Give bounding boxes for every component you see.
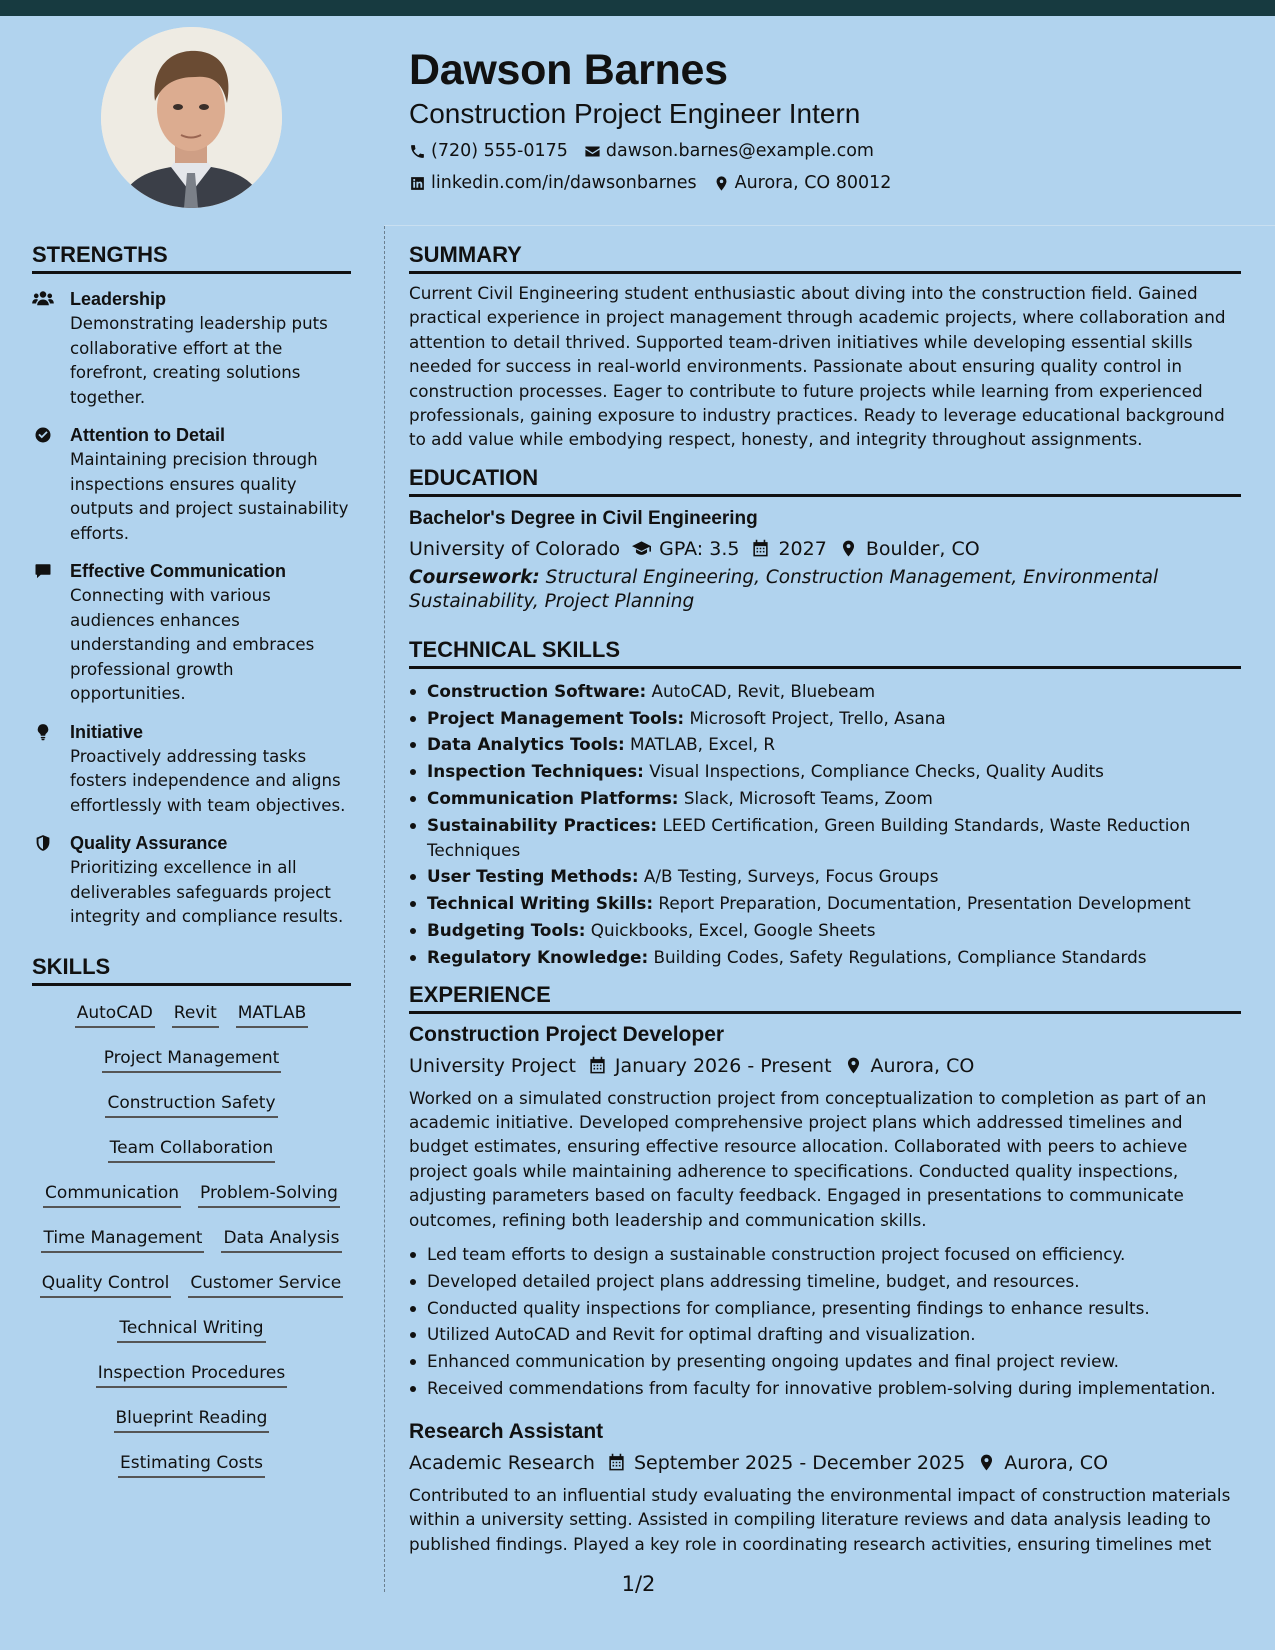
skill-chip: Communication [43,1181,181,1208]
job-title: Construction Project Engineer Intern [409,98,861,129]
skill-value: AutoCAD, Revit, Bluebeam [646,680,876,701]
calendar-icon [588,1056,607,1075]
map-pin-icon [713,175,730,192]
map-pin-icon [977,1453,996,1472]
strength-item [32,424,351,546]
skill-value: Report Preparation, Documentation, Presentation Development [653,893,1191,914]
phone-item [409,140,568,162]
portrait-image [101,27,282,208]
skill-row [32,1312,351,1357]
skill-chip: Data Analysis [221,1226,341,1253]
skill-row [32,1132,351,1177]
page-number: 1/2 [621,1572,656,1596]
linkedin-link[interactable]: linkedin.com/in/dawsonbarnes [431,173,697,193]
list-item: Enhanced communication by presenting ongoing updates and final project review. [409,1349,1241,1374]
coursework [409,566,1241,615]
strength-title: Leadership [70,289,167,309]
skill-chip: Construction Safety [105,1091,277,1118]
skill-value: LEED Certification, Green Building Standards, Waste Reduction Techniques [427,814,1191,860]
job-bullets [409,1242,1241,1401]
job-org: University Project [409,1054,576,1077]
school-location: Boulder, CO [865,537,980,560]
location-text: Aurora, CO 80012 [734,173,892,193]
skill-chip: Revit [172,1001,219,1028]
map-pin-icon [839,539,858,558]
skill-row [32,1267,351,1312]
list-item [409,945,1241,970]
list-item [409,679,1241,704]
skill-label: Technical Writing Skills: [427,893,654,914]
graduation-year: 2027 [778,537,827,560]
technical-skills-list [409,679,1241,970]
skill-row [32,1177,351,1222]
education-heading: EDUCATION [409,465,1241,497]
linkedin-icon [409,175,426,192]
skill-chip: Project Management [102,1046,282,1073]
strength-item [32,560,351,707]
gpa: GPA: 3.5 [659,537,740,560]
strengths-heading: STRENGTHS [32,242,351,274]
list-item [409,706,1241,731]
list-item [409,759,1241,784]
coursework-label: Coursework: [409,566,540,588]
job-meta [409,1450,1241,1476]
skill-row [32,1402,351,1447]
strength-item [32,721,351,819]
job-title: Research Assistant [409,1419,604,1443]
strength-desc: Proactively addressing tasks fosters independence and aligns effortlessly with team objectives. [70,746,346,815]
skill-chip: Quality Control [40,1271,172,1298]
skill-chip: Team Collaboration [108,1136,276,1163]
skill-label: User Testing Methods: [427,866,639,887]
skill-row [32,1042,351,1087]
comment-icon [32,562,54,580]
list-item: Conducted quality inspections for compliance, presenting findings to enhance results. [409,1296,1241,1321]
technical-skills-heading: TECHNICAL SKILLS [409,637,1241,669]
job-location: Aurora, CO [870,1054,975,1077]
skill-chip: Estimating Costs [118,1451,265,1478]
list-item [409,732,1241,757]
skill-row [32,1222,351,1267]
phone-icon [409,143,426,160]
job-location: Aurora, CO [1004,1451,1109,1474]
skill-chip: Technical Writing [117,1316,265,1343]
skill-label: Communication Platforms: [427,788,679,809]
email-item[interactable] [584,140,874,162]
degree-title: Bachelor's Degree in Civil Engineering [409,507,758,529]
strength-desc: Demonstrating leadership puts collaborative effort at the forefront, creating solutions together. [70,314,328,407]
skill-label: Regulatory Knowledge: [427,946,649,967]
list-item: Received commendations from faculty for innovative problem-solving during implementation. [409,1376,1241,1401]
profile-photo [101,27,282,208]
list-item: Developed detailed project plans addressing timeline, budget, and resources. [409,1269,1241,1294]
skill-label: Sustainability Practices: [427,814,658,835]
shield-icon [32,834,54,852]
skill-value: MATLAB, Excel, R [624,734,776,755]
education-meta [409,536,1241,562]
header-divider [384,225,1275,226]
skill-row [32,1087,351,1132]
strength-desc: Maintaining precision through inspections ensures quality outputs and project sustainability efforts. [70,450,349,543]
location-item [713,172,892,194]
strength-title: Effective Communication [70,561,287,581]
experience-heading: EXPERIENCE [409,982,1241,1014]
job-dates: January 2026 - Present [614,1054,832,1077]
skill-value: Slack, Microsoft Teams, Zoom [678,788,933,809]
skill-chip: Time Management [41,1226,204,1253]
contact-row [409,172,1249,194]
left-column [32,242,351,1492]
coursework-text: Structural Engineering, Construction Management, Environmental Sustainability, Project Planning [409,566,1159,613]
skill-label: Construction Software: [427,680,647,701]
skill-row [32,1447,351,1492]
strength-desc: Connecting with various audiences enhances understanding and embraces professional growth opportunities. [70,586,315,703]
skill-value: A/B Testing, Surveys, Focus Groups [638,866,939,887]
list-item [409,813,1241,863]
skill-value: Quickbooks, Excel, Google Sheets [585,920,876,941]
skill-row [32,1357,351,1402]
candidate-name: Dawson Barnes [409,46,728,94]
skill-chip: Problem-Solving [198,1181,340,1208]
strength-title: Initiative [70,721,144,742]
top-bar [0,0,1275,16]
skill-chip: AutoCAD [75,1001,155,1028]
list-item [409,891,1241,916]
skills-heading: SKILLS [32,954,351,986]
contact-row [409,140,1249,162]
calendar-icon [607,1453,626,1472]
linkedin-item[interactable] [409,172,697,194]
skill-chip: Blueprint Reading [114,1406,270,1433]
users-icon [32,290,54,308]
skill-chip: Inspection Procedures [96,1361,287,1388]
map-pin-icon [844,1056,863,1075]
strength-desc: Prioritizing excellence in all deliverables safeguards project integrity and compliance results. [70,858,344,926]
list-item [409,864,1241,889]
skill-label: Data Analytics Tools: [427,734,625,755]
right-column [409,242,1241,1556]
skill-value: Building Codes, Safety Regulations, Compliance Standards [648,946,1147,967]
check-circle-icon [32,426,54,444]
skill-chip: Customer Service [188,1271,343,1298]
phone-text: (720) 555-0175 [431,141,568,161]
list-item [409,918,1241,943]
job-title: Construction Project Developer [409,1022,725,1046]
envelope-icon [584,143,601,160]
skill-row [32,997,351,1042]
skill-value: Microsoft Project, Trello, Asana [684,707,946,728]
job-description: Worked on a simulated construction project from conceptualization to completion as part of an academic initiative. Developed comprehensive project plans which addressed timelines and budget estimates, ensuring effective resource allocation. Collaborated with peers to achieve project goals while maintaining adherence to specifications. Conducted quality inspections, adjusting parameters based on faculty feedback. Engaged in presentations to communicate outcomes, refining both leadership and communication skills. [409,1087,1207,1230]
summary-text: Current Civil Engineering student enthusiastic about diving into the construction field. Gained practical experience in project management through academic projects, where collaboration and attention to detail thrived. Supported team-driven initiatives while developing essential skills needed for success in real-world environments. Passionate about ensuring quality control in construction processes. Eager to contribute to future projects while learning from experienced professionals, gaining exposure to industry practices. Ready to leverage educational background to add value while embodying respect, honesty, and integrity throughout assignments. [409,283,1226,450]
skill-chip: MATLAB [236,1001,309,1028]
skill-label: Project Management Tools: [427,707,685,728]
job-org: Academic Research [409,1451,595,1474]
lightbulb-icon [32,723,54,741]
list-item [409,786,1241,811]
list-item: Utilized AutoCAD and Revit for optimal drafting and visualization. [409,1322,1241,1347]
graduation-cap-icon [632,539,651,558]
skill-label: Inspection Techniques: [427,761,644,782]
skill-label: Budgeting Tools: [427,920,586,941]
strength-title: Attention to Detail [70,425,225,445]
job-meta [409,1053,1241,1079]
school-name: University of Colorado [409,537,621,560]
header [409,44,1249,194]
strength-item [32,832,351,930]
strength-item [32,288,351,410]
summary-heading: SUMMARY [409,242,1241,274]
skill-value: Visual Inspections, Compliance Checks, Quality Audits [643,761,1104,782]
list-item: Led team efforts to design a sustainable construction project focused on efficiency. [409,1242,1241,1267]
column-divider [384,226,385,1592]
skills-list [32,997,351,1492]
job-description: Contributed to an influential study evaluating the environmental impact of construction materials within a university setting. Assisted in compiling literature reviews and data analysis leading to published findings. Played a key role in coordinating research activities, ensuring timelines met [409,1484,1231,1554]
calendar-icon [751,539,770,558]
job-dates: September 2025 - December 2025 [633,1451,966,1474]
strength-title: Quality Assurance [70,833,228,853]
email-link[interactable]: dawson.barnes@example.com [605,141,874,161]
